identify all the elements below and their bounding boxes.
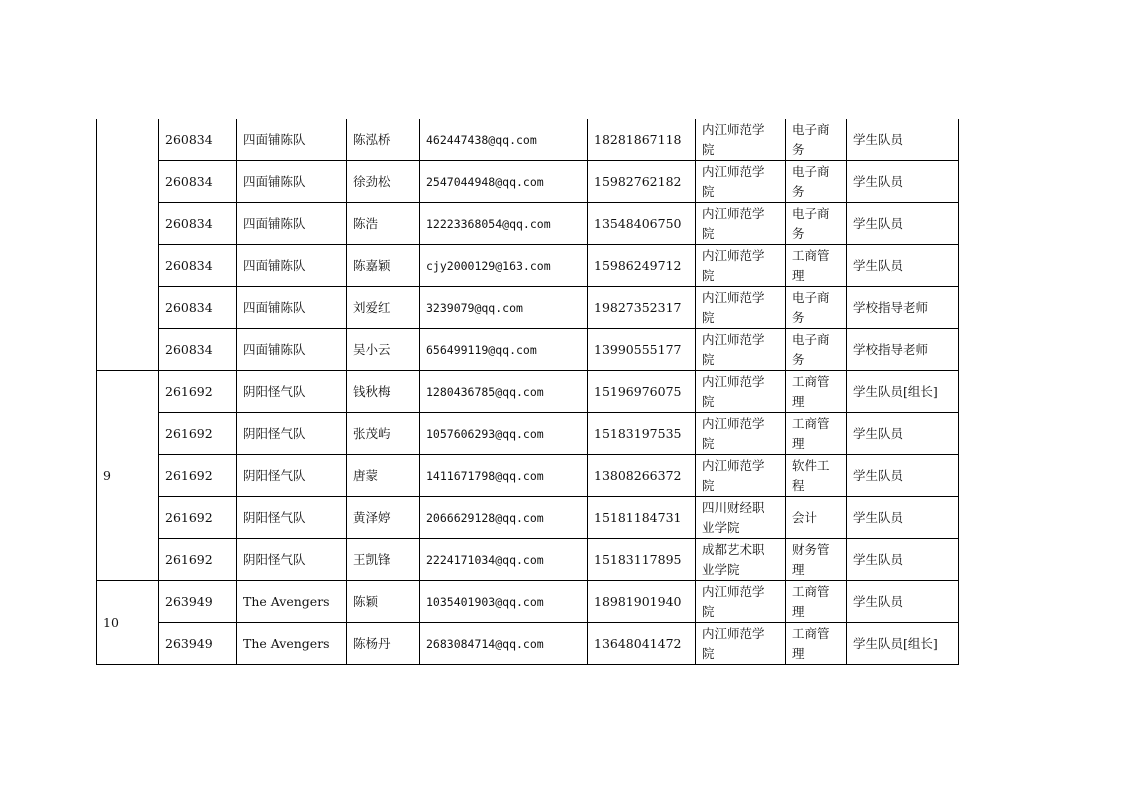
major-cell xyxy=(786,455,847,497)
role-cell: 学校指导老师 xyxy=(847,287,959,329)
phone-cell: 15183117895 xyxy=(588,539,696,581)
team-id-cell: 261692 xyxy=(159,497,237,539)
team-id-cell: 263949 xyxy=(159,623,237,665)
school-cell xyxy=(696,623,786,665)
team-name-cell: 四面铺陈队 xyxy=(237,329,347,371)
phone-cell: 13990555177 xyxy=(588,329,696,371)
phone-cell: 15181184731 xyxy=(588,497,696,539)
school-cell-text: 四川财经职业学院 xyxy=(702,499,765,535)
phone-cell: 13808266372 xyxy=(588,455,696,497)
major-cell xyxy=(786,623,847,665)
role-cell: 学生队员 xyxy=(847,119,959,161)
team-name-cell: 阴阳怪气队 xyxy=(237,539,347,581)
team-name-cell: 阴阳怪气队 xyxy=(237,413,347,455)
team-id-cell: 260834 xyxy=(159,329,237,371)
group-number-cell: 9 xyxy=(97,371,159,581)
team-id-cell: 261692 xyxy=(159,413,237,455)
major-cell xyxy=(786,287,847,329)
school-cell-text: 内江师范学院 xyxy=(702,121,765,157)
school-cell xyxy=(696,371,786,413)
school-cell-text: 内江师范学院 xyxy=(702,583,765,619)
school-cell xyxy=(696,539,786,581)
school-cell-text: 成都艺术职业学院 xyxy=(702,541,765,577)
team-id-cell: 260834 xyxy=(159,203,237,245)
major-cell-text: 电子商务 xyxy=(792,331,830,367)
team-id-cell: 260834 xyxy=(159,161,237,203)
phone-cell: 19827352317 xyxy=(588,287,696,329)
member-name-cell: 刘爱红 xyxy=(347,287,420,329)
school-cell xyxy=(696,161,786,203)
school-cell-text: 内江师范学院 xyxy=(702,331,765,367)
team-roster-table xyxy=(96,119,959,665)
table-row xyxy=(97,245,959,287)
phone-cell: 15196976075 xyxy=(588,371,696,413)
email-cell: 2683084714@qq.com xyxy=(420,623,588,665)
school-cell xyxy=(696,581,786,623)
team-name-cell: 阴阳怪气队 xyxy=(237,455,347,497)
email-cell: 1057606293@qq.com xyxy=(420,413,588,455)
email-cell: 3239079@qq.com xyxy=(420,287,588,329)
phone-cell: 18281867118 xyxy=(588,119,696,161)
phone-cell: 13648041472 xyxy=(588,623,696,665)
member-name-cell: 张茂屿 xyxy=(347,413,420,455)
major-cell-text: 工商管理 xyxy=(792,373,830,409)
school-cell xyxy=(696,287,786,329)
major-cell xyxy=(786,413,847,455)
team-name-cell: 阴阳怪气队 xyxy=(237,497,347,539)
school-cell-text: 内江师范学院 xyxy=(702,247,765,283)
major-cell-text: 工商管理 xyxy=(792,625,830,661)
team-name-cell: 四面铺陈队 xyxy=(237,161,347,203)
team-name-cell: 阴阳怪气队 xyxy=(237,371,347,413)
table-row xyxy=(97,413,959,455)
table-row xyxy=(97,455,959,497)
email-cell: 2224171034@qq.com xyxy=(420,539,588,581)
major-cell-text: 会计 xyxy=(792,509,818,525)
team-name-cell: 四面铺陈队 xyxy=(237,203,347,245)
phone-cell: 15986249712 xyxy=(588,245,696,287)
email-cell: cjy2000129@163.com xyxy=(420,245,588,287)
roster-body xyxy=(97,119,959,665)
school-cell-text: 内江师范学院 xyxy=(702,373,765,409)
role-cell: 学生队员[组长] xyxy=(847,623,959,665)
table-row xyxy=(97,539,959,581)
school-cell xyxy=(696,119,786,161)
member-name-cell: 陈泓桥 xyxy=(347,119,420,161)
table-row xyxy=(97,371,959,413)
table-row xyxy=(97,497,959,539)
member-name-cell: 陈浩 xyxy=(347,203,420,245)
role-cell: 学生队员 xyxy=(847,203,959,245)
major-cell xyxy=(786,371,847,413)
school-cell xyxy=(696,203,786,245)
major-cell-text: 软件工程 xyxy=(792,457,830,493)
major-cell xyxy=(786,119,847,161)
email-cell: 462447438@qq.com xyxy=(420,119,588,161)
role-cell: 学生队员 xyxy=(847,413,959,455)
table-row xyxy=(97,623,959,665)
team-id-cell: 261692 xyxy=(159,539,237,581)
team-id-cell: 260834 xyxy=(159,119,237,161)
member-name-cell: 陈杨丹 xyxy=(347,623,420,665)
email-cell: 656499119@qq.com xyxy=(420,329,588,371)
role-cell: 学生队员 xyxy=(847,455,959,497)
major-cell-text: 电子商务 xyxy=(792,121,830,157)
phone-cell: 15183197535 xyxy=(588,413,696,455)
school-cell-text: 内江师范学院 xyxy=(702,205,765,241)
major-cell-text: 工商管理 xyxy=(792,583,830,619)
major-cell xyxy=(786,581,847,623)
member-name-cell: 王凯锋 xyxy=(347,539,420,581)
major-cell xyxy=(786,245,847,287)
team-name-cell: The Avengers xyxy=(237,581,347,623)
group-number-cell: 10 xyxy=(97,581,159,665)
table-row xyxy=(97,203,959,245)
group-number-cell xyxy=(97,119,159,371)
school-cell-text: 内江师范学院 xyxy=(702,625,765,661)
team-id-cell: 260834 xyxy=(159,287,237,329)
team-id-cell: 263949 xyxy=(159,581,237,623)
member-name-cell: 陈嘉颖 xyxy=(347,245,420,287)
table-row xyxy=(97,119,959,161)
school-cell-text: 内江师范学院 xyxy=(702,163,765,199)
email-cell: 2547044948@qq.com xyxy=(420,161,588,203)
school-cell xyxy=(696,245,786,287)
school-cell xyxy=(696,413,786,455)
team-id-cell: 261692 xyxy=(159,371,237,413)
email-cell: 1280436785@qq.com xyxy=(420,371,588,413)
table-row xyxy=(97,581,959,623)
major-cell-text: 财务管理 xyxy=(792,541,830,577)
table-row xyxy=(97,329,959,371)
school-cell-text: 内江师范学院 xyxy=(702,457,765,493)
team-name-cell: 四面铺陈队 xyxy=(237,245,347,287)
member-name-cell: 陈颖 xyxy=(347,581,420,623)
email-cell: 1035401903@qq.com xyxy=(420,581,588,623)
phone-cell: 13548406750 xyxy=(588,203,696,245)
role-cell: 学生队员 xyxy=(847,497,959,539)
team-name-cell: 四面铺陈队 xyxy=(237,287,347,329)
email-cell: 12223368054@qq.com xyxy=(420,203,588,245)
major-cell-text: 工商管理 xyxy=(792,247,830,283)
role-cell: 学生队员 xyxy=(847,161,959,203)
role-cell: 学生队员 xyxy=(847,539,959,581)
major-cell xyxy=(786,203,847,245)
role-cell: 学生队员 xyxy=(847,581,959,623)
school-cell xyxy=(696,329,786,371)
team-id-cell: 261692 xyxy=(159,455,237,497)
table-row xyxy=(97,287,959,329)
table-row xyxy=(97,161,959,203)
major-cell xyxy=(786,539,847,581)
email-cell: 1411671798@qq.com xyxy=(420,455,588,497)
role-cell: 学校指导老师 xyxy=(847,329,959,371)
role-cell: 学生队员 xyxy=(847,245,959,287)
role-cell: 学生队员[组长] xyxy=(847,371,959,413)
team-name-cell: 四面铺陈队 xyxy=(237,119,347,161)
school-cell-text: 内江师范学院 xyxy=(702,289,765,325)
school-cell-text: 内江师范学院 xyxy=(702,415,765,451)
major-cell xyxy=(786,497,847,539)
team-name-cell: The Avengers xyxy=(237,623,347,665)
member-name-cell: 唐蒙 xyxy=(347,455,420,497)
member-name-cell: 钱秋梅 xyxy=(347,371,420,413)
phone-cell: 18981901940 xyxy=(588,581,696,623)
team-id-cell: 260834 xyxy=(159,245,237,287)
major-cell-text: 电子商务 xyxy=(792,205,830,241)
phone-cell: 15982762182 xyxy=(588,161,696,203)
member-name-cell: 黄泽婷 xyxy=(347,497,420,539)
major-cell xyxy=(786,161,847,203)
major-cell-text: 电子商务 xyxy=(792,289,830,325)
major-cell-text: 电子商务 xyxy=(792,163,830,199)
email-cell: 2066629128@qq.com xyxy=(420,497,588,539)
member-name-cell: 吴小云 xyxy=(347,329,420,371)
school-cell xyxy=(696,497,786,539)
major-cell xyxy=(786,329,847,371)
major-cell-text: 工商管理 xyxy=(792,415,830,451)
member-name-cell: 徐劲松 xyxy=(347,161,420,203)
school-cell xyxy=(696,455,786,497)
